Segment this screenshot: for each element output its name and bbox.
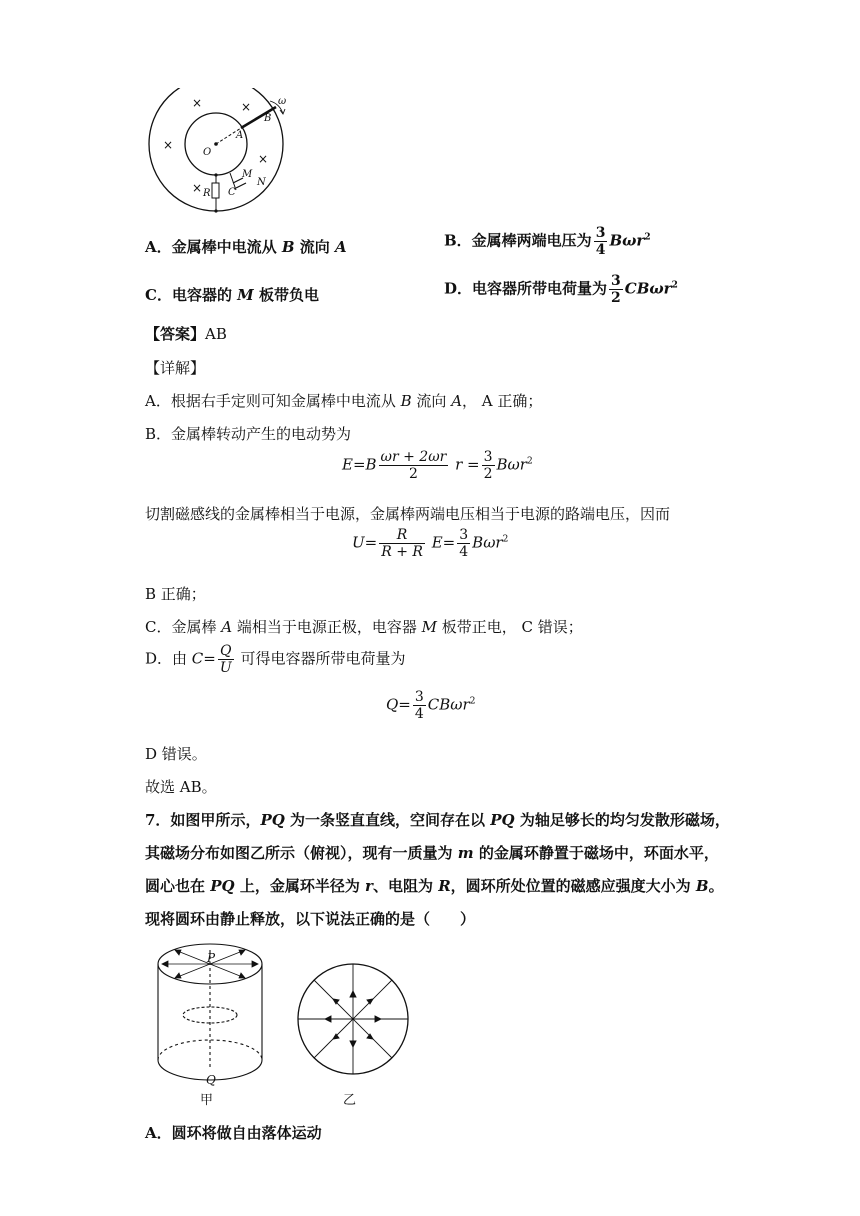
top-view-radial-lines [298, 964, 408, 1074]
answer-label: 【答案】 [145, 325, 206, 343]
question7-choice-a: A．圆环将做自由落体运动 [145, 1124, 322, 1142]
answer-line [145, 323, 227, 344]
choice-c-var: M [237, 286, 254, 304]
label-O: O [203, 147, 212, 158]
equation-charge: Q= $\frac{3}{4}$ CBωr$^2$ [386, 689, 476, 722]
question7-line4: 现将圆环由静止释放，以下说法正确的是（ ） [145, 910, 476, 928]
choice-a-var1: B [281, 238, 295, 256]
choice-a-mid: 流向 [294, 238, 336, 256]
choice-d-expr: CBωr [624, 279, 672, 298]
choice-b-text: B．金属棒两端电压为 [444, 231, 592, 250]
choice-d-fraction: $\frac{3}{2}$ [611, 273, 621, 306]
equation-emf: E=B $\frac{\omega r + 2\omega r}{2}$ r = $\frac{3}{2}$ Bωr$^2$ [342, 449, 533, 482]
choice-d [444, 274, 678, 305]
b-correct: B 正确； [145, 585, 206, 603]
equation-voltage: U= $\frac{R}{R + R}$ E= $\frac{3}{4}$ Bωr$^2$ [352, 527, 509, 560]
svg-text:×: × [163, 138, 174, 152]
resistor-R [212, 183, 219, 198]
choice-d-exp: 2 [671, 280, 678, 291]
choice-c-text: C．电容器的 [145, 286, 238, 304]
choice-a-var2: A [335, 238, 347, 256]
caption-yi: 乙 [343, 1093, 357, 1108]
choice-b [444, 226, 651, 257]
figure-radial-field [150, 940, 410, 1110]
svg-text:×: × [258, 152, 269, 166]
detail-line-b: B．金属棒转动产生的电动势为 [145, 425, 352, 443]
choice-b-fraction: $\frac{3}{4}$ [595, 225, 606, 258]
detail-label: 【详解】 [145, 359, 206, 377]
detail-line-d: D．由 C= $\frac{Q}{U}$ 可得电容器所带电荷量为 [145, 643, 406, 676]
question7-line2: 其磁场分布如图乙所示（俯视），现有一质量为 m 的金属环静置于磁场中，环面水平， [145, 844, 719, 862]
label-B: B [264, 113, 272, 124]
label-N: N [257, 177, 266, 188]
d-wrong: D 错误。 [145, 745, 207, 763]
capacitor-plate-N [236, 183, 246, 188]
conclusion: 故选 AB。 [145, 778, 217, 796]
label-C: C [228, 187, 236, 198]
choice-b-exp: 2 [644, 232, 651, 243]
detail-explain: 切割磁感线的金属棒相当于电源，金属棒两端电压相当于电源的路端电压，因而 [145, 505, 671, 523]
caption-jia: 甲 [200, 1093, 214, 1108]
label-omega: ω [278, 96, 287, 107]
question7-line3: 圆心也在 PQ 上，金属环半径为 r、电阻为 R，圆环所处位置的磁感应强度大小为 B。 [145, 877, 724, 895]
svg-text:×: × [192, 96, 203, 110]
metal-ring [183, 1007, 237, 1023]
figure-rotating-rod [140, 88, 310, 228]
choice-a-text: A．金属棒中电流从 [145, 238, 282, 256]
detail-line-c: C．金属棒 A 端相当于电源正极，电容器 M 板带正电， C 错误； [145, 618, 583, 636]
label-M: M [242, 169, 253, 180]
question7-line1: 7．如图甲所示，PQ 为一条竖直直线，空间存在以 PQ 为轴足够长的均匀发散形磁场， [145, 811, 730, 829]
answer-value: AB [205, 325, 227, 343]
choice-b-expr: Bωr [609, 231, 645, 250]
detail-line-a: A．根据右手定则可知金属棒中电流从 B 流向 A， A 正确； [145, 392, 543, 410]
choice-d-text: D．电容器所带电荷量为 [444, 279, 608, 298]
svg-text:×: × [241, 100, 252, 114]
center-point [214, 142, 218, 146]
choice-c [145, 284, 319, 305]
svg-text:×: × [192, 181, 203, 195]
label-A: A [236, 130, 244, 141]
choice-c-suffix: 板带负电 [253, 286, 320, 304]
label-P: P [207, 951, 216, 965]
label-Q: Q [206, 1073, 216, 1087]
choice-a [145, 236, 347, 257]
label-R: R [203, 188, 211, 199]
